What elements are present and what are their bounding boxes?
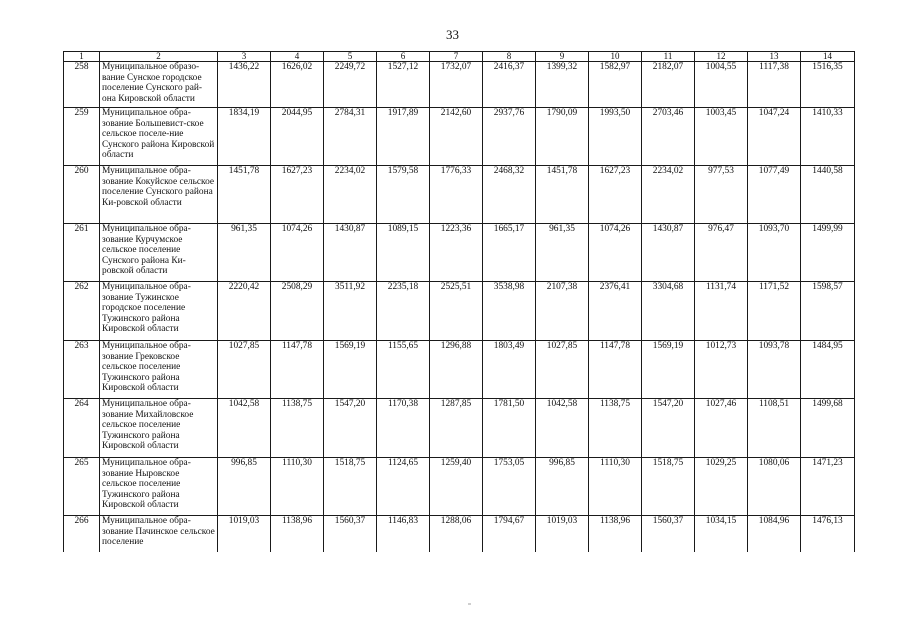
value-cell: 1029,25 [695,458,748,516]
value-cell: 1626,02 [271,62,324,108]
value-cell: 1155,65 [377,341,430,399]
column-header: 12 [695,52,748,62]
value-cell: 1471,23 [801,458,855,516]
municipality-name: Муниципальное обра-зование Тужинское городское поселение Тужинского района Кировской области [100,282,218,341]
value-cell: 1138,96 [589,516,642,553]
table-row [64,108,855,166]
value-cell: 2107,38 [536,282,589,341]
column-header: 7 [430,52,483,62]
value-cell: 1430,87 [642,224,695,282]
value-cell: 1627,23 [271,166,324,224]
value-cell: 2234,02 [324,166,377,224]
column-header: 3 [218,52,271,62]
value-cell: 1993,50 [589,108,642,166]
municipality-name: Муниципальное обра-зование Грековское сельское поселение Тужинского района Кировской области [100,341,218,399]
value-cell: 1436,22 [218,62,271,108]
table-row [64,62,855,108]
value-cell: 1518,75 [642,458,695,516]
value-cell: 1516,35 [801,62,855,108]
value-cell: 1012,73 [695,341,748,399]
value-cell: 3304,68 [642,282,695,341]
row-id: 258 [64,62,100,108]
value-cell: 1047,24 [748,108,801,166]
column-header: 4 [271,52,324,62]
value-cell: 996,85 [218,458,271,516]
value-cell: 1042,58 [536,399,589,458]
row-id: 263 [64,341,100,399]
value-cell: 1803,49 [483,341,536,399]
municipality-name: Муниципальное обра-зование Кокуйское сельское поселение Сунского района Ки-ровской области [100,166,218,224]
value-cell: 1518,75 [324,458,377,516]
column-header: 6 [377,52,430,62]
value-cell: 1074,26 [589,224,642,282]
value-cell: 1138,75 [271,399,324,458]
column-header: 13 [748,52,801,62]
value-cell: 1093,78 [748,341,801,399]
value-cell: 1110,30 [589,458,642,516]
value-cell: 2508,29 [271,282,324,341]
value-cell: 1003,45 [695,108,748,166]
value-cell: 1146,83 [377,516,430,553]
value-cell: 1430,87 [324,224,377,282]
value-cell: 1917,89 [377,108,430,166]
value-cell: 1147,78 [271,341,324,399]
value-cell: 2142,60 [430,108,483,166]
row-id: 259 [64,108,100,166]
value-cell: 1108,51 [748,399,801,458]
table-row [64,458,855,516]
value-cell: 1138,75 [589,399,642,458]
value-cell: 1084,96 [748,516,801,553]
value-cell: 1781,50 [483,399,536,458]
column-header: 5 [324,52,377,62]
value-cell: 2044,95 [271,108,324,166]
municipality-name: Муниципальное обра-зование Михайловское сельское поселение Тужинского района Кировской области [100,399,218,458]
municipality-name: Муниципальное обра-зование Ныровское сельское поселение Тужинского района Кировской области [100,458,218,516]
municipality-name: Муниципальное обра-зование Пачинское сельское поселение [100,516,218,553]
value-cell: 1451,78 [536,166,589,224]
value-cell: 2220,42 [218,282,271,341]
data-table [63,51,855,552]
value-cell: 1499,68 [801,399,855,458]
row-id: 265 [64,458,100,516]
value-cell: 1034,15 [695,516,748,553]
value-cell: 2937,76 [483,108,536,166]
value-cell: 1117,38 [748,62,801,108]
value-cell: 1171,52 [748,282,801,341]
value-cell: 961,35 [536,224,589,282]
value-cell: 1776,33 [430,166,483,224]
value-cell: 2376,41 [589,282,642,341]
municipality-name: Муниципальное обра-зование Курчумское сельское поселение Сунского района Ки-ровской области [100,224,218,282]
value-cell: 996,85 [536,458,589,516]
value-cell: 1147,78 [589,341,642,399]
value-cell: 1834,19 [218,108,271,166]
page-number: 33 [446,27,459,42]
header-row [64,52,855,62]
table-row [64,399,855,458]
value-cell: 976,47 [695,224,748,282]
value-cell: 1080,06 [748,458,801,516]
value-cell: 2235,18 [377,282,430,341]
value-cell: 1794,67 [483,516,536,553]
value-cell: 2249,72 [324,62,377,108]
value-cell: 1223,36 [430,224,483,282]
row-id: 266 [64,516,100,553]
municipality-name: Муниципальное образо-вание Сунское городское поселение Сунского рай-она Кировской области [100,62,218,108]
value-cell: 1410,33 [801,108,855,166]
value-cell: 2468,32 [483,166,536,224]
value-cell: 1451,78 [218,166,271,224]
value-cell: 1110,30 [271,458,324,516]
value-cell: 2525,51 [430,282,483,341]
table-row [64,224,855,282]
value-cell: 977,53 [695,166,748,224]
row-id: 262 [64,282,100,341]
value-cell: 3511,92 [324,282,377,341]
scan-speck [468,603,471,605]
row-id: 260 [64,166,100,224]
value-cell: 1027,85 [218,341,271,399]
column-header: 9 [536,52,589,62]
value-cell: 1665,17 [483,224,536,282]
value-cell: 1753,05 [483,458,536,516]
value-cell: 1732,07 [430,62,483,108]
value-cell: 1170,38 [377,399,430,458]
value-cell: 1499,99 [801,224,855,282]
table-row [64,166,855,224]
value-cell: 1019,03 [536,516,589,553]
value-cell: 3538,98 [483,282,536,341]
column-header: 8 [483,52,536,62]
value-cell: 1296,88 [430,341,483,399]
value-cell: 1131,74 [695,282,748,341]
value-cell: 2234,02 [642,166,695,224]
value-cell: 1019,03 [218,516,271,553]
value-cell: 1259,40 [430,458,483,516]
value-cell: 1004,55 [695,62,748,108]
value-cell: 1579,58 [377,166,430,224]
table-row [64,516,855,553]
column-header: 10 [589,52,642,62]
value-cell: 1598,57 [801,282,855,341]
column-header: 2 [100,52,218,62]
value-cell: 1582,97 [589,62,642,108]
value-cell: 1484,95 [801,341,855,399]
column-header: 11 [642,52,695,62]
value-cell: 1560,37 [324,516,377,553]
value-cell: 1287,85 [430,399,483,458]
table-row [64,341,855,399]
value-cell: 1027,85 [536,341,589,399]
value-cell: 1089,15 [377,224,430,282]
value-cell: 1042,58 [218,399,271,458]
value-cell: 1440,58 [801,166,855,224]
value-cell: 1027,46 [695,399,748,458]
value-cell: 1074,26 [271,224,324,282]
value-cell: 1288,06 [430,516,483,553]
value-cell: 1093,70 [748,224,801,282]
value-cell: 1077,49 [748,166,801,224]
row-id: 261 [64,224,100,282]
column-header: 14 [801,52,855,62]
table-row [64,282,855,341]
value-cell: 2416,37 [483,62,536,108]
value-cell: 1569,19 [324,341,377,399]
value-cell: 1527,12 [377,62,430,108]
value-cell: 2784,31 [324,108,377,166]
value-cell: 1560,37 [642,516,695,553]
row-id: 264 [64,399,100,458]
value-cell: 1790,09 [536,108,589,166]
municipality-name: Муниципальное обра-зование Большевист-ское сельское поселе-ние Сунского района Кировской области [100,108,218,166]
value-cell: 1569,19 [642,341,695,399]
value-cell: 1138,96 [271,516,324,553]
value-cell: 1476,13 [801,516,855,553]
value-cell: 1547,20 [324,399,377,458]
column-header: 1 [64,52,100,62]
value-cell: 2182,07 [642,62,695,108]
value-cell: 961,35 [218,224,271,282]
value-cell: 1627,23 [589,166,642,224]
value-cell: 2703,46 [642,108,695,166]
value-cell: 1399,32 [536,62,589,108]
value-cell: 1547,20 [642,399,695,458]
value-cell: 1124,65 [377,458,430,516]
